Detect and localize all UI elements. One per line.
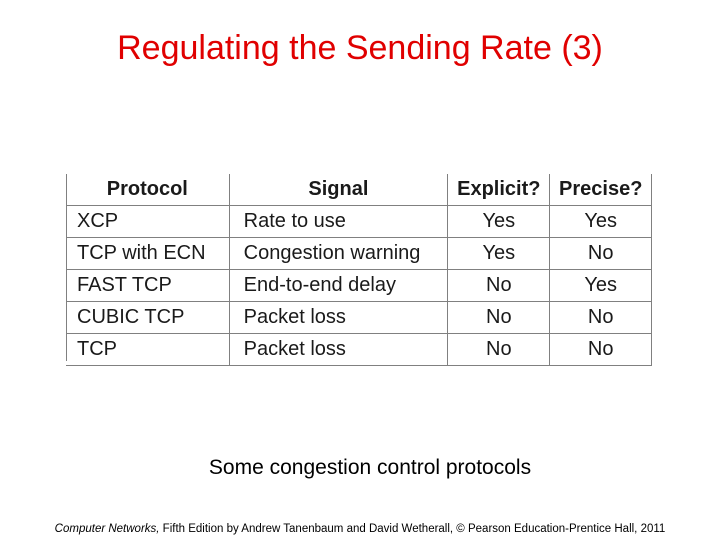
footer-credit: Fifth Edition by Andrew Tanenbaum and David Wetherall, © Pearson Education-Prentice Hall, 2011 bbox=[159, 523, 666, 535]
cell-explicit: No bbox=[448, 302, 550, 334]
protocols-table bbox=[66, 174, 652, 366]
cell-explicit: No bbox=[448, 334, 550, 366]
table-header-row bbox=[66, 174, 652, 206]
cell-explicit: Yes bbox=[448, 206, 550, 238]
header-signal: Signal bbox=[229, 174, 448, 206]
table-row bbox=[66, 238, 652, 270]
header-protocol: Protocol bbox=[66, 174, 229, 206]
table-caption: Some congestion control protocols bbox=[208, 456, 532, 479]
cell-precise: No bbox=[550, 334, 652, 366]
header-explicit: Explicit? bbox=[448, 174, 550, 206]
cell-signal: End-to-end delay bbox=[229, 270, 448, 302]
table-row bbox=[66, 334, 652, 366]
table-left-border bbox=[66, 174, 67, 361]
cell-precise: Yes bbox=[550, 270, 652, 302]
footer-book-title: Computer Networks, bbox=[54, 523, 160, 535]
cell-protocol: FAST TCP bbox=[66, 270, 229, 302]
cell-explicit: No bbox=[448, 270, 550, 302]
cell-signal: Rate to use bbox=[229, 206, 448, 238]
cell-protocol: XCP bbox=[66, 206, 229, 238]
table-row bbox=[66, 270, 652, 302]
cell-explicit: Yes bbox=[448, 238, 550, 270]
protocols-table-container bbox=[66, 174, 652, 361]
cell-signal: Congestion warning bbox=[229, 238, 448, 270]
cell-protocol: CUBIC TCP bbox=[66, 302, 229, 334]
table-row bbox=[66, 206, 652, 238]
table-row bbox=[66, 302, 652, 334]
cell-protocol: TCP with ECN bbox=[66, 238, 229, 270]
cell-precise: No bbox=[550, 238, 652, 270]
slide-footer bbox=[0, 523, 720, 535]
cell-protocol: TCP bbox=[66, 334, 229, 366]
slide-title: Regulating the Sending Rate (3) bbox=[117, 29, 603, 67]
cell-signal: Packet loss bbox=[229, 302, 448, 334]
cell-precise: No bbox=[550, 302, 652, 334]
cell-signal: Packet loss bbox=[229, 334, 448, 366]
cell-precise: Yes bbox=[550, 206, 652, 238]
header-precise: Precise? bbox=[550, 174, 652, 206]
